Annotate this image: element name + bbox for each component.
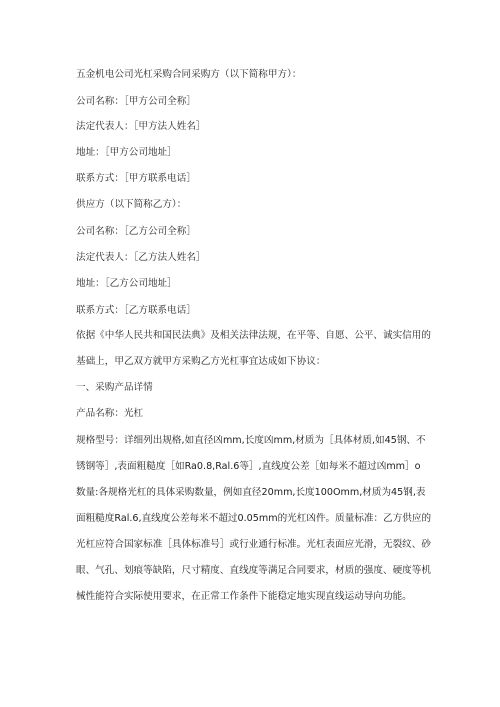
buyer-representative: 法定代表人：［甲方法人姓名］ <box>76 121 206 132</box>
buyer-contact: 联系方式：［甲方联系电话］ <box>76 173 196 184</box>
supplier-contact: 联系方式：［乙方联系电话］ <box>76 305 196 316</box>
contract-preamble: 依据《中华人民共和国民法典》及相关法律法规，在平等、自愿、公平、诚实信用的基础上，甲乙双方就甲方采购乙方光杠事宜达成如下协议： <box>76 330 431 367</box>
supplier-heading: 供应方（以下简称乙方）： <box>76 199 187 210</box>
product-spec: 规格型号：详细列出规格,如直径凶mm,长度凶mm,材质为［具体材质,如45钢、不锈钢等］,表面粗糙度［如Ra0.8,Ral.6等］,直线度公差［如每米不超过凶mm］o <box>76 435 426 472</box>
buyer-address: 地址：［甲方公司地址］ <box>76 147 177 158</box>
contract-intro: 五金机电公司光杠采购合同采购方（以下简称甲方）： <box>76 69 302 80</box>
supplier-address: 地址：［乙方公司地址］ <box>76 278 177 289</box>
supplier-representative: 法定代表人：［乙方法人姓名］ <box>76 252 206 263</box>
buyer-company: 公司名称：［甲方公司全称］ <box>76 96 196 107</box>
product-name: 产品名称：光杠 <box>76 408 144 419</box>
supplier-company: 公司名称：［乙方公司全称］ <box>76 226 196 237</box>
quantity-and-quality: 数量:各规格光杠的具体采购数量，例如直径20mm,长度100Omm,材质为45钢,表面粗糙度Ral.6,直线度公差每米不超过0.05mm的光杠凶件。质量标准：乙方供应的光杠应符合国家标准［具体标准号］或行业通行标准。光杠表面应光滑，无裂纹、砂眼、气孔、划痕等缺陷，尺寸精度、直线度等满足合同要求，材质的强度、硬度等机械性能符合实际使用要求，在正常工作条件下能稳定地实现直线运动导向功能。 <box>76 487 432 602</box>
section-1-title: 一、采购产品详情 <box>76 382 153 393</box>
